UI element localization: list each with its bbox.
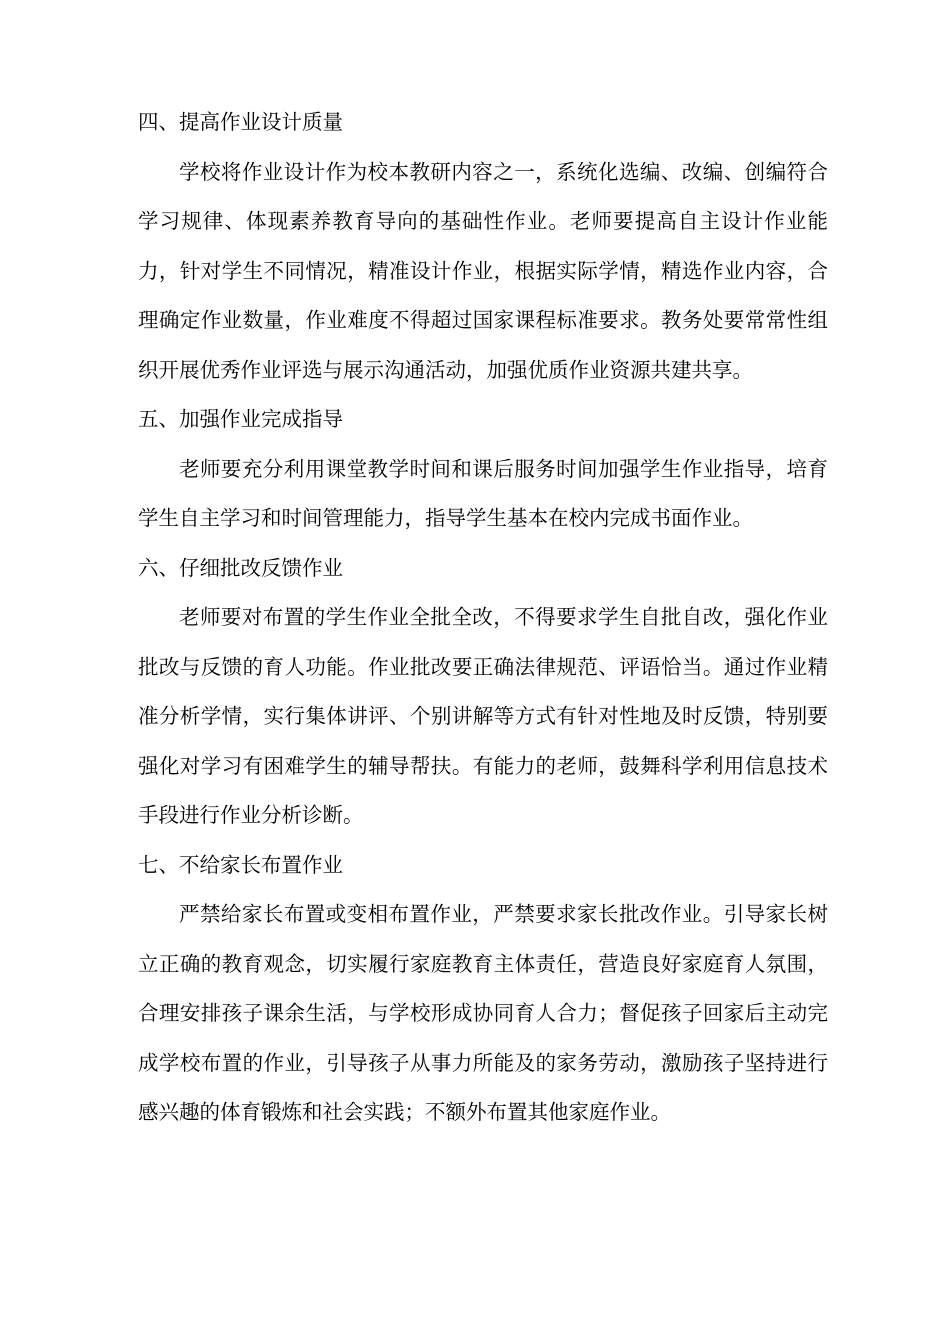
section-heading: 六、仔细批改反馈作业 — [138, 555, 343, 580]
section-4 — [138, 98, 828, 395]
section-paragraph: 老师要充分利用课堂教学时间和课后服务时间加强学生作业指导，培育学生自主学习和时间管理能力，指导学生基本在校内完成书面作业。 — [138, 456, 828, 530]
section-paragraph: 学校将作业设计作为校本教研内容之一，系统化选编、改编、创编符合学习规律、体现素养教育导向的基础性作业。老师要提高自主设计作业能力，针对学生不同情况，精准设计作业，根据实际学情，精选作业内容，合理确定作业数量，作业难度不得超过国家课程标准要求。教务处要常常性组织开展优秀作业评选与展示沟通活动，加强优质作业资源共建共享。 — [138, 159, 828, 382]
section-paragraph: 严禁给家长布置或变相布置作业，严禁要求家长批改作业。引导家长树立正确的教育观念，切实履行家庭教育主体责任，营造良好家庭育人氛围，合理安排孩子课余生活，与学校形成协同育人合力；督促孩子回家后主动完成学校布置的作业，引导孩子从事力所能及的家务劳动，激励孩子坚持进行感兴趣的体育锻炼和社会实践；不额外布置其他家庭作业。 — [138, 902, 828, 1124]
section-5 — [138, 395, 828, 544]
section-7 — [138, 841, 828, 1138]
section-heading: 五、加强作业完成指导 — [138, 407, 343, 431]
section-6 — [138, 544, 828, 841]
document-page — [138, 98, 828, 1138]
section-heading: 四、提高作业设计质量 — [138, 110, 343, 134]
section-paragraph: 老师要对布置的学生作业全批全改，不得要求学生自批自改，强化作业批改与反馈的育人功能。作业批改要正确法律规范、评语恰当。通过作业精准分析学情，实行集体讲评、个别讲解等方式有针对性地及时反馈，特别要强化对学习有困难学生的辅导帮扶。有能力的老师，鼓舞科学利用信息技术手段进行作业分析诊断。 — [138, 605, 828, 827]
section-heading: 七、不给家长布置作业 — [138, 852, 343, 877]
